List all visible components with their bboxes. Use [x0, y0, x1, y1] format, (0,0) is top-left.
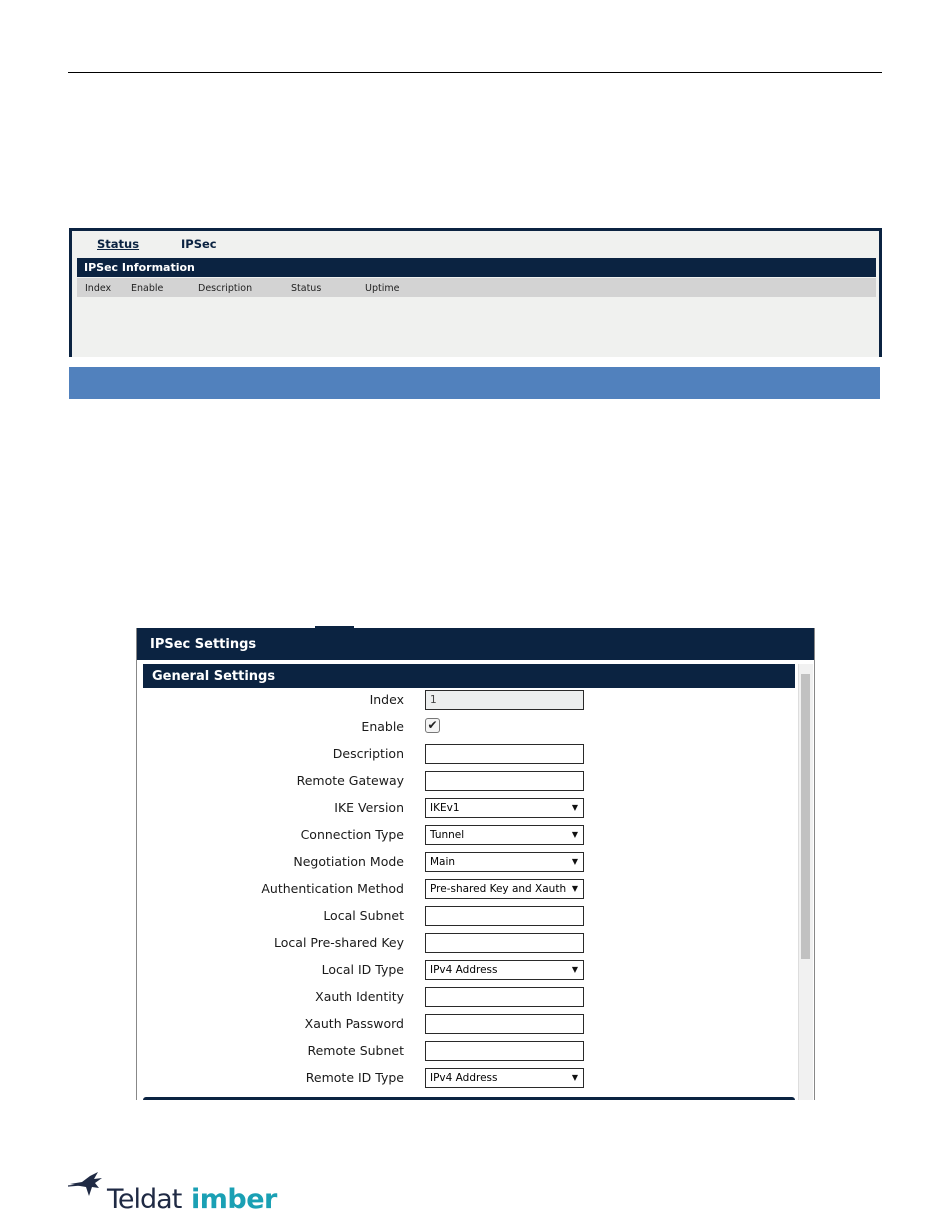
header-rule [68, 72, 882, 73]
row-local-id-type [137, 960, 797, 982]
row-negotiation-mode [137, 852, 797, 874]
brand-teldat: Teldat [107, 1184, 182, 1215]
row-connection-type [137, 825, 797, 847]
ike-version-value: IKEv1 [430, 802, 460, 814]
local-pre-shared-key-input[interactable] [425, 933, 584, 953]
local-subnet-input[interactable] [425, 906, 584, 926]
chevron-down-icon: ▼ [571, 1073, 578, 1082]
row-xauth-password [137, 1014, 797, 1036]
vertical-scrollbar[interactable] [798, 664, 813, 1100]
teldat-imber-logo [68, 1170, 288, 1220]
description-input[interactable] [425, 744, 584, 764]
xauth-identity-label: Xauth Identity [315, 989, 404, 1004]
authentication-method-value: Pre-shared Key and Xauth [430, 883, 567, 895]
local-pre-shared-key-label: Local Pre-shared Key [274, 935, 404, 950]
row-index [137, 690, 797, 712]
ipsec-table-header [77, 278, 876, 297]
remote-id-type-value: IPv4 Address [430, 1072, 498, 1084]
remote-id-type-select[interactable] [425, 1068, 584, 1088]
ipsec-settings-title: IPSec Settings [137, 628, 814, 660]
negotiation-mode-select[interactable] [425, 852, 584, 872]
chevron-down-icon: ▼ [571, 830, 578, 839]
ike-version-select[interactable] [425, 798, 584, 818]
authentication-method-select[interactable] [425, 879, 584, 899]
column-description: Description [198, 283, 253, 294]
local-id-type-label: Local ID Type [321, 962, 404, 977]
authentication-method-label: Authentication Method [261, 881, 404, 896]
chevron-down-icon: ▼ [571, 803, 578, 812]
column-enable: Enable [131, 283, 164, 294]
remote-gateway-input[interactable] [425, 771, 584, 791]
row-remote-gateway [137, 771, 797, 793]
row-xauth-identity [137, 987, 797, 1009]
column-status: Status [291, 283, 322, 294]
row-enable [137, 717, 797, 739]
row-description [137, 744, 797, 766]
local-id-type-select[interactable] [425, 960, 584, 980]
xauth-identity-input[interactable] [425, 987, 584, 1007]
ipsec-information-header: IPSec Information [77, 258, 876, 277]
chevron-down-icon: ▼ [571, 857, 578, 866]
index-label: Index [369, 692, 404, 707]
index-field: 1 [425, 690, 584, 710]
chevron-down-icon: ▼ [571, 884, 578, 893]
remote-subnet-label: Remote Subnet [307, 1043, 404, 1058]
xauth-password-label: Xauth Password [304, 1016, 404, 1031]
tab-status[interactable]: Status [97, 237, 140, 251]
negotiation-mode-value: Main [430, 856, 456, 868]
general-settings-header: General Settings [143, 664, 795, 688]
enable-checkbox[interactable]: ✔ [425, 718, 440, 733]
chevron-down-icon: ▼ [571, 965, 578, 974]
remote-gateway-label: Remote Gateway [296, 773, 404, 788]
tab-ipsec[interactable]: IPSec [181, 237, 217, 251]
local-id-type-value: IPv4 Address [430, 964, 498, 976]
row-ike-version [137, 798, 797, 820]
status-tabs [72, 231, 879, 259]
ike-version-label: IKE Version [334, 800, 404, 815]
remote-id-type-label: Remote ID Type [305, 1070, 404, 1085]
row-remote-subnet [137, 1041, 797, 1063]
negotiation-mode-label: Negotiation Mode [293, 854, 404, 869]
next-section-edge [143, 1097, 795, 1100]
connection-type-value: Tunnel [430, 829, 465, 841]
row-local-pre-shared-key [137, 933, 797, 955]
connection-type-select[interactable] [425, 825, 584, 845]
column-index: Index [85, 283, 112, 294]
enable-label: Enable [361, 719, 404, 734]
remote-subnet-input[interactable] [425, 1041, 584, 1061]
ipsec-status-panel [69, 228, 882, 357]
hummingbird-icon [68, 1170, 112, 1206]
local-subnet-label: Local Subnet [323, 908, 404, 923]
ipsec-settings-panel [136, 628, 815, 1100]
scrollbar-thumb[interactable] [801, 674, 810, 959]
description-label: Description [332, 746, 404, 761]
column-uptime: Uptime [365, 283, 400, 294]
brand-imber: imber [191, 1184, 277, 1215]
xauth-password-input[interactable] [425, 1014, 584, 1034]
row-remote-id-type [137, 1068, 797, 1090]
tab-indicator [315, 626, 354, 629]
section-caption-bar [69, 367, 880, 399]
row-local-subnet [137, 906, 797, 928]
row-authentication-method [137, 879, 797, 901]
connection-type-label: Connection Type [300, 827, 404, 842]
